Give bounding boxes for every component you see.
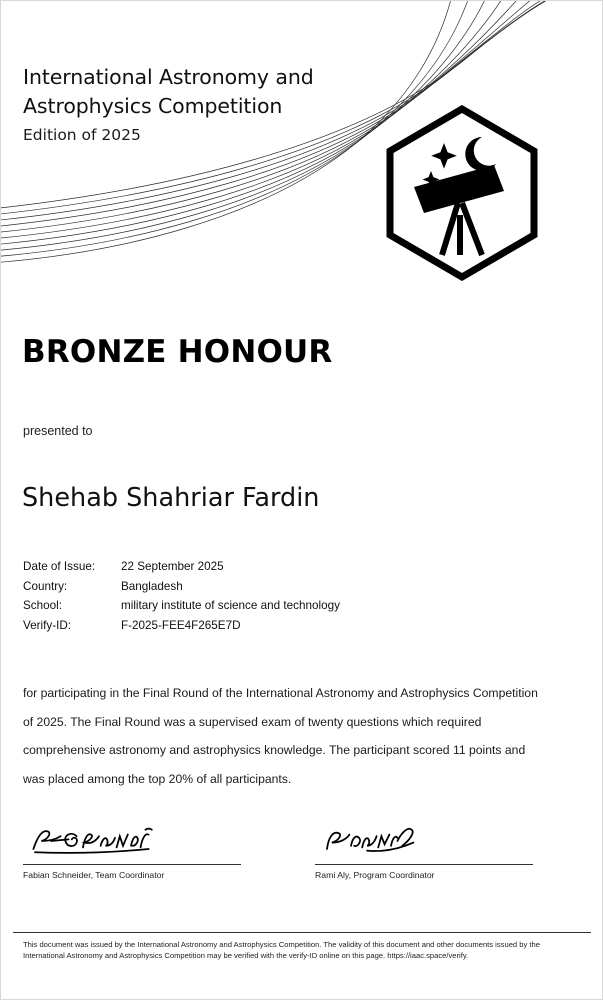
- presented-to-label: presented to: [23, 424, 93, 438]
- signature-rule-right: [315, 864, 533, 865]
- table-row: [23, 616, 340, 636]
- edition-label: Edition of 2025: [23, 126, 141, 144]
- detail-value: F-2025-FEE4F265E7D: [121, 618, 241, 632]
- recipient-name: Shehab Shahriar Fardin: [22, 483, 320, 513]
- detail-label: School:: [23, 599, 62, 613]
- competition-title-line-2: Astrophysics Competition: [23, 94, 283, 118]
- signature-caption-right: Rami Aly, Program Coordinator: [315, 870, 435, 880]
- table-row: [23, 596, 340, 616]
- signature-caption-left: Fabian Schneider, Team Coordinator: [23, 870, 165, 880]
- detail-label: Verify-ID:: [23, 618, 72, 632]
- signature-block-left: [23, 825, 243, 880]
- table-row: [23, 577, 340, 597]
- detail-label: Date of Issue:: [23, 560, 96, 573]
- footer-disclaimer: This document was issued by the International Astronomy and Astrophysics Competition. The validity of this document and other documents issued by the International Astronomy and Astrophysics Competition may be verified with the verify-ID online on this page. https://iaac.space/verify.: [23, 940, 540, 961]
- signature-block-right: [315, 825, 535, 880]
- table-row: [23, 557, 340, 577]
- body-paragraph: for participating in the Final Round of the International Astronomy and Astrophysics Competition of 2025. The Final Round was a supervised exam of twenty questions which required comprehensive astronomy and astrophysics knowledge. The participant scored 11 points and was placed among the top 20% of all participants.: [23, 686, 538, 787]
- signature-rule-left: [23, 864, 241, 865]
- award-title: BRONZE HONOUR: [22, 334, 333, 370]
- detail-label: Country:: [23, 579, 68, 593]
- signature-mark-left: [27, 825, 211, 857]
- detail-value: military institute of science and technology: [121, 599, 340, 613]
- detail-value: Bangladesh: [121, 579, 183, 593]
- footer-divider: [13, 932, 591, 933]
- competition-title-line-1: International Astronomy and: [23, 65, 314, 89]
- telescope-moon-stars-hexagon-logo: [374, 105, 550, 281]
- document-header: [23, 63, 383, 144]
- signature-mark-right: [319, 825, 503, 857]
- details-table: [23, 557, 340, 635]
- detail-value: 22 September 2025: [121, 560, 224, 573]
